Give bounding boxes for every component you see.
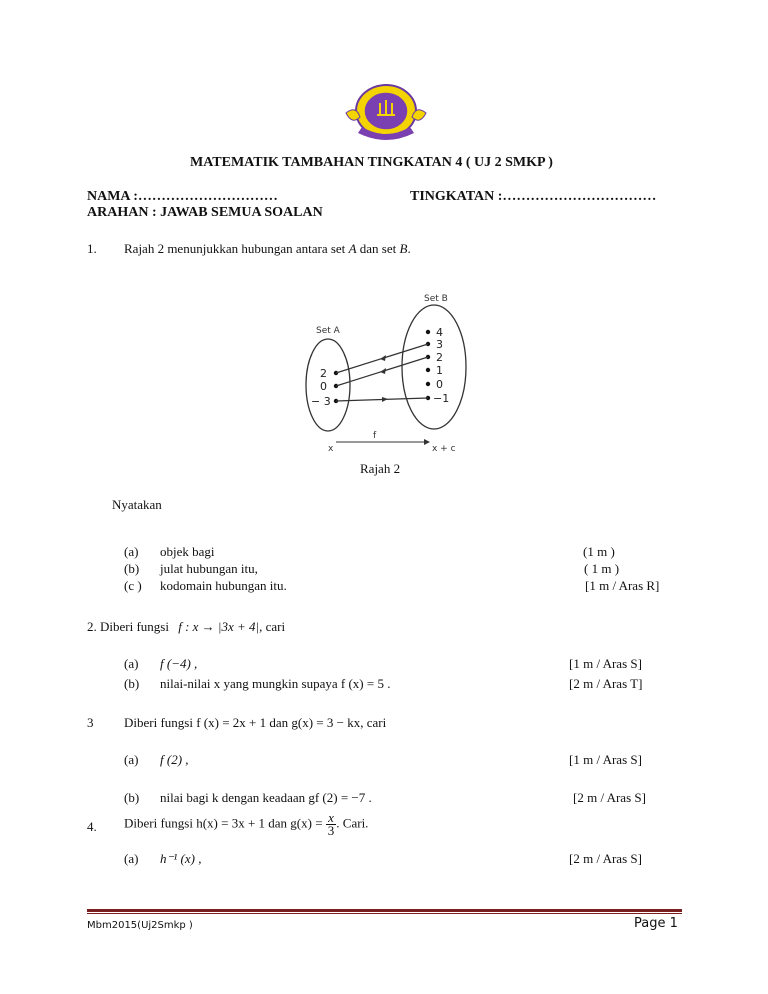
footer-divider-thin bbox=[87, 913, 682, 914]
q1-part-label: (a) bbox=[124, 544, 139, 559]
setB-item: 4 bbox=[436, 326, 443, 339]
nama-field: NAMA :………………………… bbox=[87, 189, 278, 204]
q2-function: f : x → |3x + 4| bbox=[178, 619, 260, 634]
q1-part-text: kodomain hubungan itu. bbox=[160, 578, 287, 593]
xc-label: x + c bbox=[432, 444, 456, 454]
q4-part-marks: [2 m / Aras S] bbox=[569, 851, 642, 866]
q4-number: 4. bbox=[87, 819, 97, 834]
setA-item: 2 bbox=[320, 367, 327, 380]
q2-part-label: (b) bbox=[124, 676, 140, 691]
setB-item: 1 bbox=[436, 364, 443, 377]
q1-part-label: (b) bbox=[124, 561, 140, 576]
q3-part-label: (a) bbox=[124, 752, 139, 767]
q3-part-marks: [2 m / Aras S] bbox=[573, 790, 646, 805]
setA-item: − 3 bbox=[311, 395, 331, 408]
q4-fraction: $\frac{x}{3}$ bbox=[327, 810, 335, 838]
setB-label: Set B bbox=[424, 294, 448, 304]
q2-part-text: f (−4) , bbox=[160, 656, 198, 671]
setB-item: 0 bbox=[436, 378, 443, 391]
arrow-diagram bbox=[300, 285, 476, 460]
q1-part-text: julat hubungan itu, bbox=[160, 561, 258, 576]
q3-part-text: f (2) , bbox=[160, 752, 189, 767]
school-logo bbox=[344, 83, 428, 141]
q1-number: 1. bbox=[87, 241, 97, 256]
setA-item: 0 bbox=[320, 380, 327, 393]
q4-text: Diberi fungsi h(x) = 3x + 1 dan g(x) = $\frac{x}{3}$ . Cari. bbox=[124, 810, 369, 838]
q3-part-label: (b) bbox=[124, 790, 140, 805]
q1-part-marks: (1 m ) bbox=[583, 544, 615, 559]
q4-part-text: h⁻¹ (x) , bbox=[160, 851, 202, 866]
q1-part-text: objek bagi bbox=[160, 544, 215, 559]
footer-left-text: Mbm2015(Uj2Smkp ) bbox=[87, 920, 193, 931]
q1-part-label: (c ) bbox=[124, 578, 142, 593]
setB-item: −1 bbox=[433, 392, 450, 405]
q1-text: Rajah 2 menunjukkan hubungan antara set A dan set B. bbox=[124, 241, 411, 256]
q1-part-marks: ( 1 m ) bbox=[584, 561, 620, 576]
q2-part-marks: [2 m / Aras T] bbox=[569, 676, 643, 691]
f-label: f bbox=[373, 431, 377, 441]
figure-caption: Rajah 2 bbox=[360, 461, 401, 476]
tingkatan-field: TINGKATAN :…………………………… bbox=[410, 189, 657, 204]
nyatakan-label: Nyatakan bbox=[112, 497, 162, 512]
q2-part-marks: [1 m / Aras S] bbox=[569, 656, 642, 671]
footer-divider bbox=[87, 909, 682, 912]
q2-part-text: nilai-nilai x yang mungkin supaya f (x) = 5 . bbox=[160, 676, 391, 691]
q4-part-label: (a) bbox=[124, 851, 139, 866]
page-number: Page 1 bbox=[634, 916, 678, 931]
q2-intro: 2. Diberi fungsi f : x → |3x + 4|, cari bbox=[87, 619, 286, 634]
instructions: ARAHAN : JAWAB SEMUA SOALAN bbox=[87, 205, 323, 220]
setB-item: 3 bbox=[436, 338, 443, 351]
q1-part-marks: [1 m / Aras R] bbox=[585, 578, 660, 593]
x-label: x bbox=[328, 444, 334, 454]
setA-label: Set A bbox=[316, 326, 340, 336]
q3-part-text: nilai bagi k dengan keadaan gf (2) = −7 . bbox=[160, 790, 372, 805]
q3-part-marks: [1 m / Aras S] bbox=[569, 752, 642, 767]
q3-number: 3 bbox=[87, 715, 94, 730]
document-title: MATEMATIK TAMBAHAN TINGKATAN 4 ( UJ 2 SMKP ) bbox=[190, 155, 553, 170]
q2-part-label: (a) bbox=[124, 656, 139, 671]
q3-text: Diberi fungsi f (x) = 2x + 1 dan g(x) = 3 − kx, cari bbox=[124, 715, 387, 730]
setB-item: 2 bbox=[436, 351, 443, 364]
